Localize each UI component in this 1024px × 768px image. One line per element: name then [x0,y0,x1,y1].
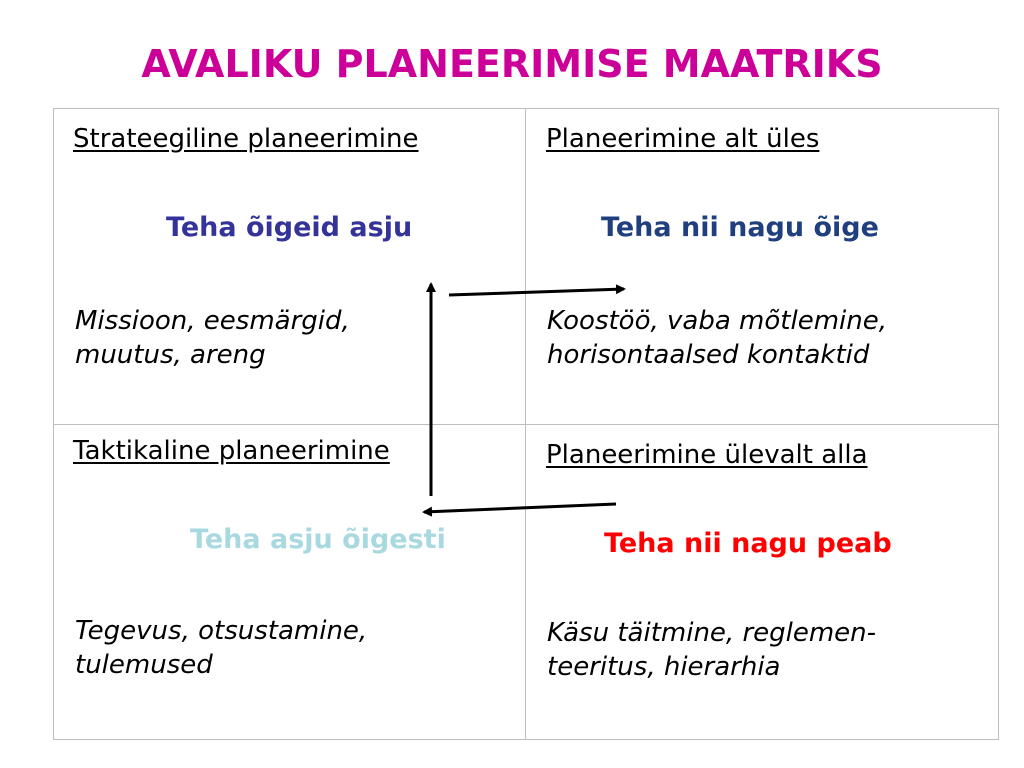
cell-bottom-right-desc-line1: Käsu täitmine, reglemen- [547,618,877,648]
cell-top-right-desc-line1: Koostöö, vaba mõtlemine, [547,306,887,336]
cell-bottom-right-motto: Teha nii nagu peab [604,528,892,559]
cell-top-right-heading: Planeerimine alt üles [546,124,820,154]
cell-top-left-heading: Strateegiline planeerimine [73,124,419,154]
arrow-left-icon [424,504,616,512]
page-title: AVALIKU PLANEERIMISE MAATRIKS [141,42,883,86]
cell-bottom-left-motto: Teha asju õigesti [190,524,446,555]
cell-top-left-motto: Teha õigeid asju [166,212,413,243]
cell-bottom-left-desc-line1: Tegevus, otsustamine, [75,616,368,646]
cell-bottom-left-desc-line2: tulemused [75,650,213,680]
cell-top-left-desc-line1: Missioon, eesmärgid, [75,306,350,336]
cell-bottom-right-desc-line2: teeritus, hierarhia [547,652,781,682]
cell-top-right-motto: Teha nii nagu õige [601,212,879,243]
cell-bottom-left-heading: Taktikaline planeerimine [73,436,390,466]
cell-top-left-desc-line2: muutus, areng [75,340,266,370]
cell-bottom-right-heading: Planeerimine ülevalt alla [546,440,868,470]
cell-top-right-desc-line2: horisontaalsed kontaktid [547,340,870,370]
arrow-right-icon [449,289,624,295]
